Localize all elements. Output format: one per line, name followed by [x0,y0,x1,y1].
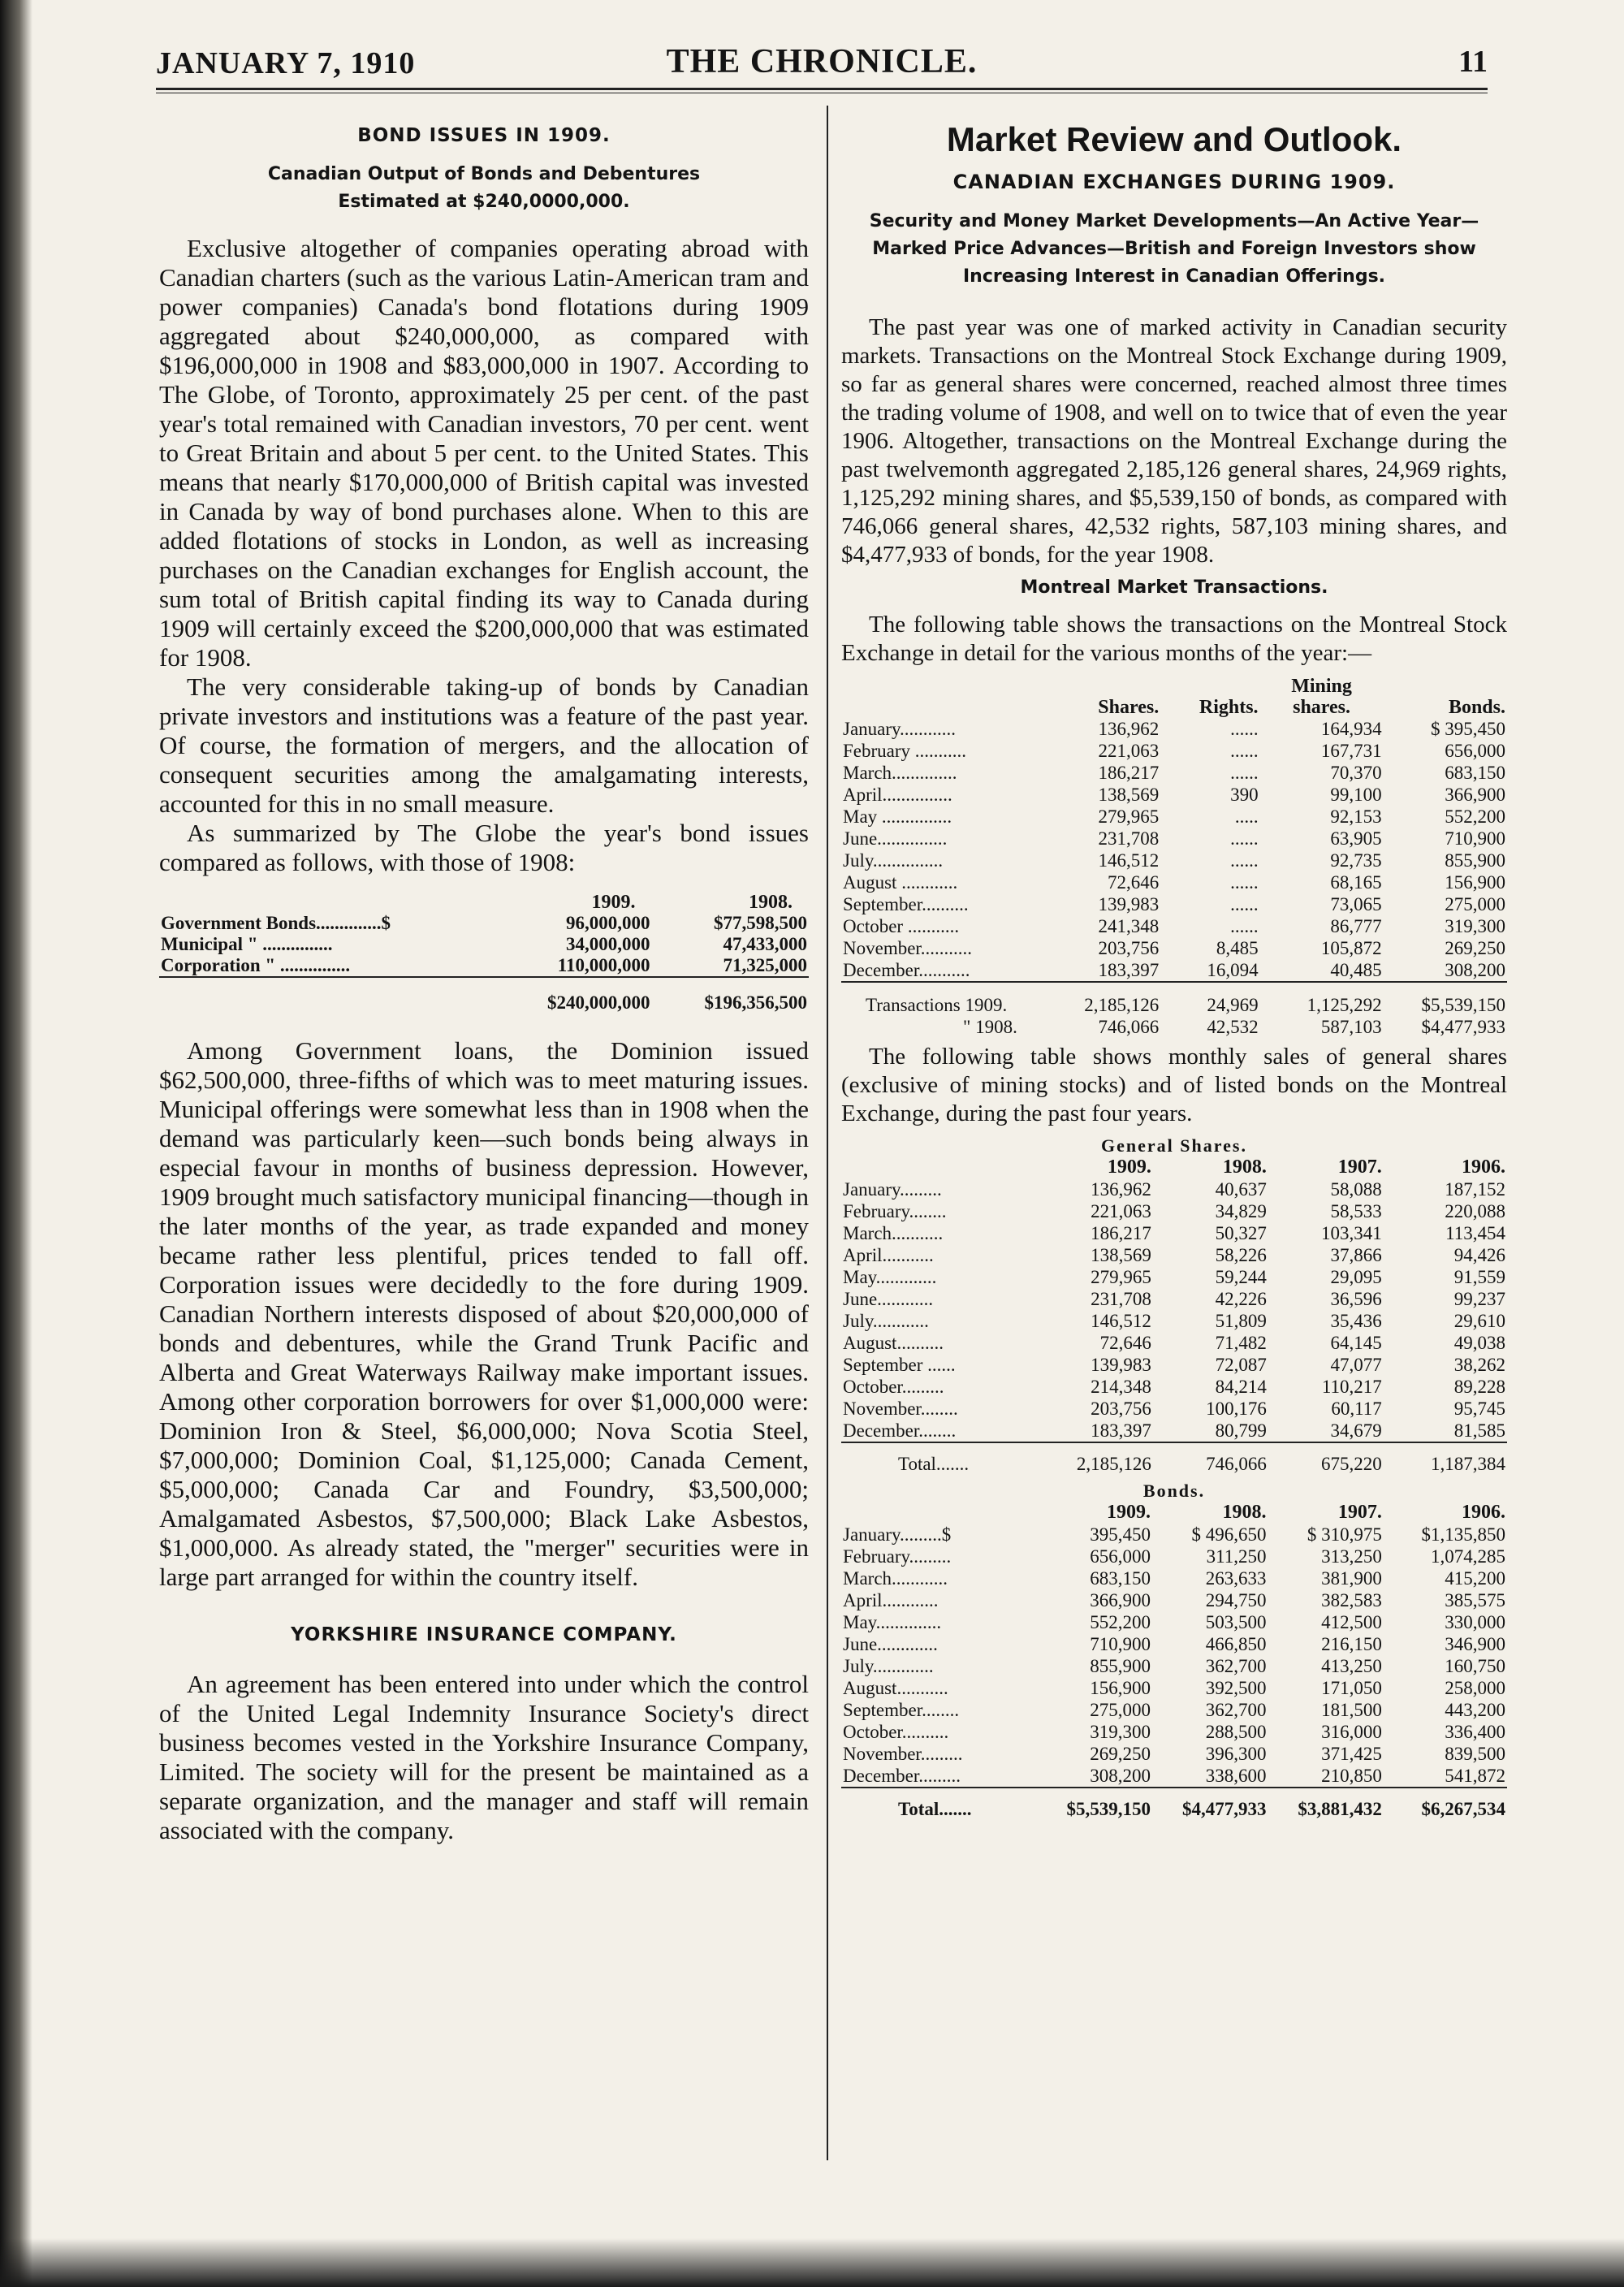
table-row: August........... 156,900 392,500 171,050 258,000 [843,1678,1505,1698]
total-1908: $196,356,500 [651,977,809,1014]
table-row: August ............ 72,646 ...... 68,165 156,900 [843,872,1505,893]
bond-paragraph-2: The very considerable taking-up of bonds by Canadian private investors and institutions was a feature of the past year. Of course, the formation of mergers, and the allocation of consequent securities among the amalgamating interests, accounted for this in no small measure. [159,672,809,818]
column-divider [827,106,828,2160]
yorkshire-paragraph: An agreement has been entered into under which the control of the United Legal Indemnity Insurance Society's direct business becomes vested in the Yorkshire Insurance Company, Limited. The society will for the present be maintained as a separate organization, and the manager and staff will remain associated with the company. [159,1670,809,1844]
table-row: May ............... 279,965 ..... 92,153 552,200 [843,806,1505,827]
bond-paragraph-4: Among Government loans, the Dominion issued $62,500,000, three-fifths of which was to meet maturing issues. Municipal offerings were somewhat less than in 1908 when the demand was particularly keen—such bonds being always in especial favour in months of business depression. However, 1909 brought much satisfactory municipal financing—though in the later months of the year, as trade expanded and money became rather less plentiful, prices tended to fall off. Corporation issues were decidedly to the fore during 1909. Canadian Northern interests disposed of about $20,000,000 of bonds and debentures, while the Grand Trunk Pacific and Alberta and Great Waterways Railway make important issues. Among other corporation borrowers for over $1,000,000 were: Dominion Iron & Steel, $6,000,000; Nova Scotia Steel, $7,000,000; Dominion Coal, $1,125,000; Canada Cement, $5,000,000; Canada Car and Foundry, $3,500,000; Amalgamated Asbestos, $7,500,000; Black Lake Asbestos, $1,000,000. As already stated, the "merger" securities were in large part arranged for within the country itself. [159,1036,809,1591]
table-row: January............ 136,962 ...... 164,934 $ 395,450 [843,719,1505,739]
table-row: December........... 183,397 16,094 40,485 308,200 [843,960,1505,980]
col-1908-header: 1908. [749,892,793,913]
table-row: July............. 855,900 362,700 413,250 160,750 [843,1656,1505,1676]
yorkshire-title: YORKSHIRE INSURANCE COMPANY. [291,1624,677,1645]
canadian-exchanges-title: CANADIAN EXCHANGES DURING 1909. [952,171,1396,193]
bonds-header: Bonds. [1448,697,1505,718]
table-row: October.......... 319,300 288,500 316,000 336,400 [843,1722,1505,1742]
bond-subhead-line1: Canadian Output of Bonds and Debentures [267,164,701,184]
table-row: March........... 186,217 50,327 103,341 113,454 [843,1223,1505,1243]
header-rule [156,88,1488,90]
shares-header: Shares. [1098,697,1160,718]
table-row: Government Bonds..............$ 96,000,000 $77,598,500 [161,913,807,933]
bond-issues-title: BOND ISSUES IN 1909. [357,125,611,146]
market-paragraph-1: The past year was one of marked activity in Canadian security markets. Transactions on the Montreal Stock Exchange during 1909, so far as general shares were concerned, reached almost three times the trading volume of 1908, and well on to twice that of even the year 1906. Altogether, transactions on the Montreal Exchange during the past twelvemonth aggregated 2,185,126 general shares, 24,969 rights, 1,125,292 mining shares, and $5,539,150 of bonds, as compared with 746,066 general shares, 42,532 rights, 587,103 mining shares, and $4,477,933 of bonds, for the year 1908. [841,314,1507,568]
scan-bottom-shadow [0,2238,1624,2287]
canadian-exchanges-subhead: Security and Money Market Developments—An Active Year—Marked Price Advances—British and Foreign Investors show Increasing Interest in Canadian Offerings. [869,211,1479,287]
montreal-paragraph-1: The following table shows the transactions on the Montreal Stock Exchange in detail for the various months of the year:— [841,612,1507,666]
table-row: June............... 231,708 ...... 63,905 710,900 [843,828,1505,849]
table-row: August.......... 72,646 71,482 64,145 49,038 [843,1333,1505,1353]
table-row: November........... 203,756 8,485 105,872 269,250 [843,938,1505,958]
general-shares-caption: General Shares. [1101,1135,1247,1156]
bond-subhead-line2: Estimated at $240,0000,000. [338,192,630,212]
table-row: February ........... 221,063 ...... 167,731 656,000 [843,741,1505,761]
issue-date: JANUARY 7, 1910 [156,46,416,80]
table-row: October......... 214,348 84,214 110,217 89,228 [843,1377,1505,1397]
table-row: March............ 683,150 263,633 381,900 415,200 [843,1568,1505,1589]
col-1909-header: 1909. [591,892,636,913]
rights-header: Rights. [1199,697,1259,718]
table-row: June............ 231,708 42,226 36,596 99,237 [843,1289,1505,1309]
table-row: June............. 710,900 466,850 216,150 346,900 [843,1634,1505,1654]
table-row: April........... 138,569 58,226 37,866 94,426 [843,1245,1505,1265]
table-row: February........ 221,063 34,829 58,533 220,088 [843,1201,1505,1221]
table-row: Corporation " ............... 110,000,000 71,325,000 [161,955,807,975]
table-row: April............... 138,569 390 99,100 366,900 [843,785,1505,805]
table-row: February......... 656,000 311,250 313,250 1,074,285 [843,1546,1505,1567]
table-row: April............ 366,900 294,750 382,583 385,575 [843,1590,1505,1610]
table-row: July............ 146,512 51,809 35,436 29,610 [843,1311,1505,1331]
scan-edge-shadow [0,0,32,2287]
table-row: May.............. 552,200 503,500 412,500 330,000 [843,1612,1505,1632]
table-row: December......... 308,200 338,600 210,850 541,872 [843,1766,1505,1786]
table-row: November........ 203,756 100,176 60,117 95,745 [843,1399,1505,1419]
bond-paragraph-1: Exclusive altogether of companies operating abroad with Canadian charters (such as the various Latin-American tram and power companies) Canada's bond flotations during 1909 aggregated about $240,000,000, as compared with $196,000,000 in 1908 and $83,000,000 in 1907. According to The Globe, of Toronto, approximately 25 per cent. of the past year's total remained with Canadian investors, 70 per cent. went to Great Britain and about 5 per cent. to the United States. This means that nearly $170,000,000 of British capital was invested in Canada by way of bond purchases alone. When to this are added flotations of stocks in London, as well as increasing purchases on the Canadian exchanges for English account, the sum total of British capital finding its way to Canada during 1909 will certainly exceed the $200,000,000 that was estimated for 1908. [159,234,809,672]
bond-paragraph-3: As summarized by The Globe the year's bond issues compared as follows, with those of 1908: [159,819,809,876]
monthly-transactions-table [841,676,1507,1038]
running-header [156,39,1488,88]
table-row: Transactions 1909. 2,185,126 24,969 1,125,292 $5,539,150 [866,995,1505,1015]
table-row: March.............. 186,217 ...... 70,370 683,150 [843,763,1505,783]
table-row: Municipal " ............... 34,000,000 47,433,000 [161,934,807,954]
table-row: December........ 183,397 80,799 34,679 81,585 [843,1420,1505,1441]
total-1909: $240,000,000 [511,977,652,1014]
table-row: October ........... 241,348 ...... 86,777 319,300 [843,916,1505,936]
publication-title: THE CHRONICLE. [666,43,978,80]
left-column [159,114,809,1845]
table-row: " 1908. 746,066 42,532 587,103 $4,477,933 [963,1017,1505,1037]
table-row: January......... 136,962 40,637 58,088 187,152 [843,1179,1505,1200]
table-row: January.........$ 395,450 $ 496,650 $ 310,975 $1,135,850 [843,1524,1505,1545]
montreal-transactions-head: Montreal Market Transactions. [1020,577,1328,598]
general-shares-table: General Shares. 1909. 1908. 1907. 1906. January......... 136,962 40,637 58,088 187,152 February........ 221,063 34,829 58,533 220,088 March........... 186,217 50,327 103,341 113,454 April........... 138,569 58,226 37,866 94,426 May............. 279,965 59,244 29,095 91,559 June............ 231,708 42,226 36,596 99,237 July............ 146,512 51,809 35,436 29,610 August.......... 72,646 71,482 64,145 49,038 September ...... 139,983 72,087 47,077 38,262 October......... 214,348 84,214 110,217 89,228 November........ 203,756 100,176 60,117 95,745 December........ 183,397 80,799 34,679 81,585 Total....... 2,185,126 746,066 675,220 1,187,384 [843,1135,1505,1474]
page-number: 11 [1458,45,1488,79]
monthly-paragraph-2: The following table shows monthly sales of general shares (exclusive of mining stocks) and of listed bonds on the Montreal Exchange, during the past four years. [841,1044,1507,1126]
table-row: July............... 146,512 ...... 92,735 855,900 [843,850,1505,871]
bond-issues-subhead [167,161,801,216]
table-row: September ...... 139,983 72,087 47,077 38,262 [843,1355,1505,1375]
table-row: May............. 279,965 59,244 29,095 91,559 [843,1267,1505,1287]
mining-shares-header: shares. [1293,697,1351,718]
bonds-caption: Bonds. [1142,1481,1206,1501]
table-row: November......... 269,250 396,300 371,425 839,500 [843,1744,1505,1764]
bond-issues-table [159,892,809,1014]
table-row: Total....... 2,185,126 746,066 675,220 1,187,384 [898,1454,1505,1474]
bonds-table: Bonds. 1909. 1908. 1907. 1906. January.........$ 395,450 $ 496,650 $ 310,975 $1,135,850 February......... 656,000 311,250 313,250 1,074,285 March............ 683,150 263,633 381,900 415,200 April............ 366,900 294,750 382,583 385,575 May.............. 552,200 503,500 412,500 330,000 June............. 710,900 466,850 216,150 346,900 July............. 855,900 362,700 413,250 160,750 August........... 156,900 392,500 171,050 258,000 September........ 275,000 362,700 181,500 443,200 October.......... 319,300 288,500 316,000 336,400 November......... 269,250 396,300 371,425 839,500 December......... 308,200 338,600 210,850 541,872 Total....... $5,539,150 $4,477,933 $3,881,432 $6,267,534 [843,1481,1505,1819]
table-row: September.......... 139,983 ...... 73,065 275,000 [843,894,1505,914]
bond-table-total-row [159,977,809,1014]
table-row: Total....... $5,539,150 $4,477,933 $3,881,432 $6,267,534 [898,1799,1505,1819]
mining-header-top: Mining [1291,676,1352,697]
market-review-title: Market Review and Outlook. [946,120,1402,158]
table-row: September........ 275,000 362,700 181,500 443,200 [843,1700,1505,1720]
right-column [841,114,1507,1823]
